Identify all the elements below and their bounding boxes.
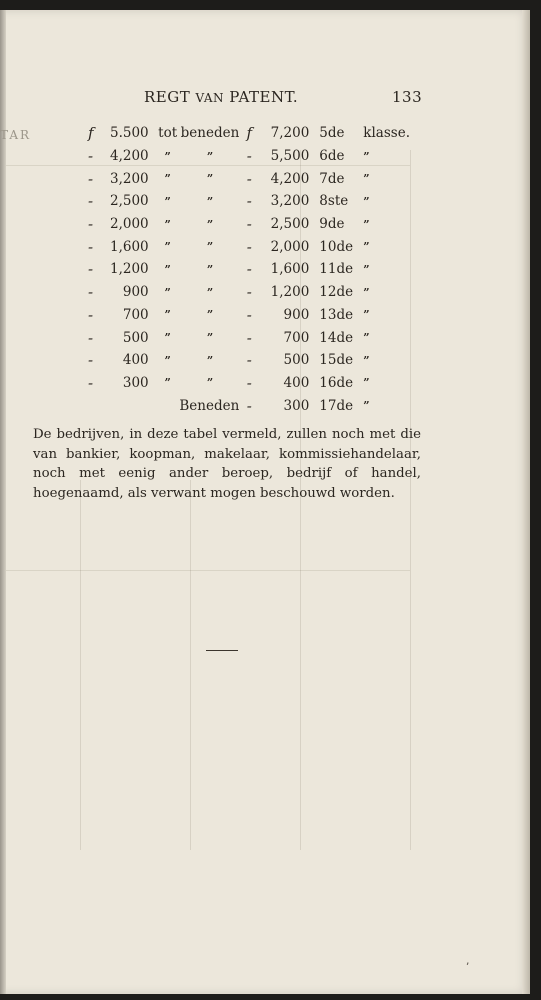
row-dash: - [246,396,252,415]
beneden-cell: ” [206,285,214,299]
tariff-table [88,122,410,417]
table-row [88,394,410,417]
row-dash: - [246,373,252,392]
florin-sign: f [246,124,253,143]
row-dash: - [246,192,252,211]
table-row [88,145,410,168]
class-label: ” [363,172,370,186]
ink-speck: ’ [466,962,470,973]
bleed-through-line [80,480,81,850]
tot-cell: ” [164,194,171,208]
upper-amount: 500 [283,352,310,369]
row-dash: - [88,328,94,347]
upper-amount: 3,200 [270,193,310,210]
row-dash: - [88,215,94,234]
class-ordinal: 11de [319,261,354,278]
empty-cell [88,394,110,417]
beneden-cell: ” [206,262,214,276]
class-label: ” [363,331,370,345]
upper-amount: 400 [283,374,310,391]
tot-cell: ” [164,376,171,390]
class-ordinal: 6de [319,148,345,165]
row-dash: - [246,237,252,256]
class-label: ” [363,308,370,322]
table-row [88,213,410,236]
class-ordinal: 14de [319,329,354,346]
table-row [88,258,410,281]
note-paragraph: De bedrijven, in deze tabel vermeld, zullen noch met die van bankier, koopman, makelaar, kommissiehandelaar, noch met eenig ander beroep, bedrijf of handel, hoegenaamd, als verwant mogen beschouwd worden. [33,427,421,501]
lower-amount: 700 [122,306,149,323]
class-label: ” [363,353,370,367]
section-rule [206,650,238,651]
upper-amount: 1,200 [270,284,310,301]
table-row [88,190,410,213]
table-row [88,122,410,145]
table-row [88,326,410,349]
tot-cell: tot [158,125,178,142]
page-gutter [0,10,6,994]
upper-amount: 1,600 [270,261,310,278]
beneden-cell: ” [206,376,214,390]
table-row [88,167,410,190]
upper-amount: 300 [283,397,310,414]
class-ordinal: 12de [319,284,354,301]
row-dash: - [88,169,94,188]
row-dash: - [88,237,94,256]
row-dash: - [246,283,252,302]
page-header [0,88,530,112]
beneden-cell: ” [206,194,214,208]
beneden-cell: ” [206,353,214,367]
row-dash: - [246,260,252,279]
row-dash: - [246,215,252,234]
tot-cell: ” [164,217,171,231]
class-ordinal: 13de [319,306,354,323]
class-ordinal: 10de [319,238,354,255]
beneden-cell: ” [206,240,214,254]
empty-cell [110,394,149,417]
row-dash: - [246,328,252,347]
beneden-cell: ” [206,172,214,186]
class-label: ” [363,262,370,276]
beneden-cell: beneden [180,125,240,142]
class-label: ” [363,376,370,390]
beneden-label: Beneden [179,397,240,414]
lower-amount: 3,200 [110,170,149,187]
upper-amount: 2,500 [270,216,310,233]
row-dash: - [246,169,252,188]
class-label: ” [363,149,370,163]
tot-cell: ” [164,285,171,299]
row-dash: - [246,147,252,166]
class-label: ” [363,194,370,208]
class-ordinal: 8ste [319,193,349,210]
row-dash: - [88,192,94,211]
upper-amount: 5,500 [270,148,310,165]
class-ordinal: 9de [319,216,345,233]
tot-cell: ” [164,308,171,322]
margin-bleed-text: TAR [0,128,32,142]
class-label: ” [363,399,370,413]
bleed-through-line [6,570,410,571]
lower-amount: 5.500 [110,125,149,142]
row-dash: - [88,260,94,279]
class-ordinal: 16de [319,374,354,391]
tot-cell: ” [164,331,171,345]
class-ordinal: 15de [319,352,354,369]
tot-cell: ” [164,240,171,254]
row-dash: - [246,351,252,370]
row-dash: - [88,147,94,166]
row-dash: - [88,283,94,302]
row-dash: - [88,305,94,324]
beneden-cell: ” [206,217,214,231]
upper-amount: 4,200 [270,170,310,187]
table-row [88,235,410,258]
class-label: ” [363,217,370,231]
tot-cell: ” [164,353,171,367]
class-label: klasse. [363,125,410,142]
florin-sign: f [88,124,94,143]
row-dash: - [88,351,94,370]
class-label: ” [363,285,370,299]
lower-amount: 500 [122,329,149,346]
tot-cell: ” [164,262,171,276]
class-ordinal: 17de [319,397,354,414]
lower-amount: 1,600 [110,238,149,255]
upper-amount: 2,000 [270,238,310,255]
upper-amount: 900 [283,306,310,323]
running-head: REGT VAN PATENT. [144,88,299,106]
tot-cell: ” [164,172,171,186]
row-dash: - [246,305,252,324]
lower-amount: 400 [122,352,149,369]
lower-amount: 2,500 [110,193,149,210]
lower-amount: 900 [122,284,149,301]
class-ordinal: 5de [319,125,345,142]
beneden-cell: ” [206,331,214,345]
table-row [88,349,410,372]
lower-amount: 4,200 [110,148,149,165]
beneden-cell: ” [206,149,214,163]
page-edge [522,10,530,994]
lower-amount: 1,200 [110,261,149,278]
lower-amount: 300 [122,374,149,391]
upper-amount: 700 [283,329,310,346]
table-row [88,372,410,395]
class-ordinal: 7de [319,170,345,187]
beneden-cell: ” [206,308,214,322]
bleed-through-line [190,480,191,850]
table-row [88,304,410,327]
tot-cell: ” [164,149,171,163]
upper-amount: 7,200 [270,125,310,142]
table-row [88,281,410,304]
row-dash: - [88,373,94,392]
page-number: 133 [392,88,423,106]
class-label: ” [363,240,370,254]
lower-amount: 2,000 [110,216,149,233]
